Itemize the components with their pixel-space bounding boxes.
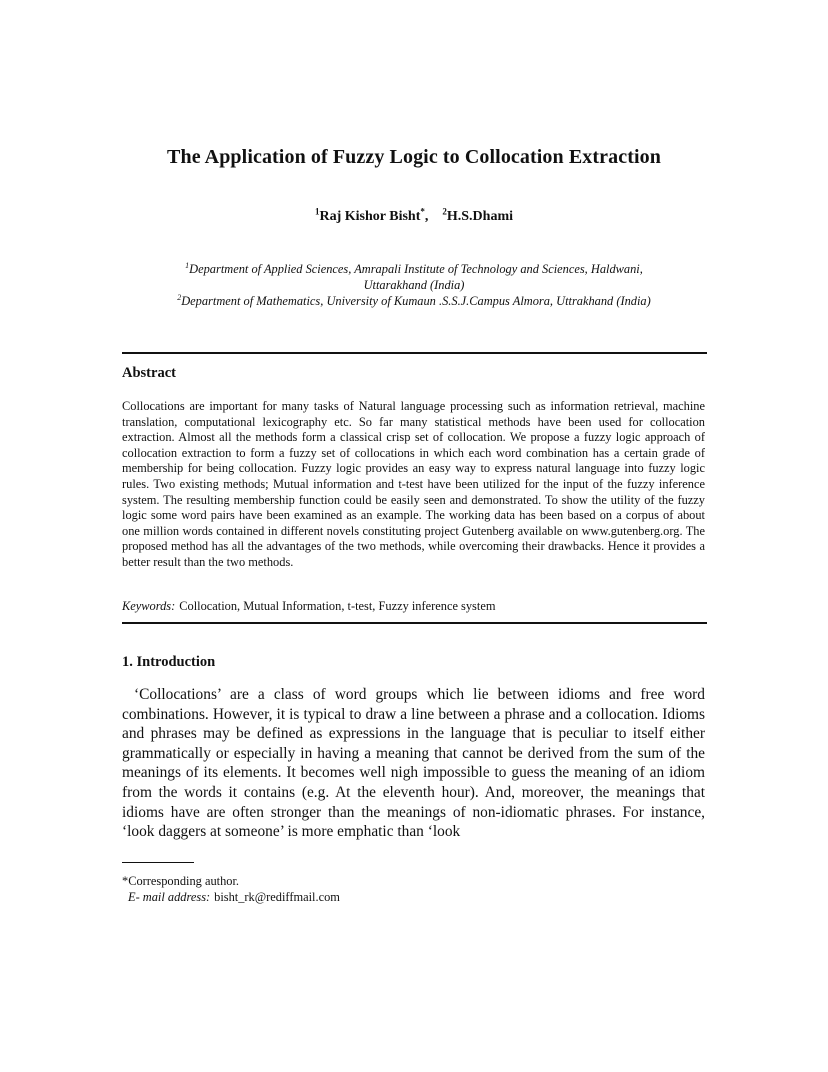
paper-title: The Application of Fuzzy Logic to Collocation Extraction bbox=[167, 146, 661, 168]
email-address: bisht_rk@rediffmail.com bbox=[214, 890, 340, 904]
introduction-paragraph: ‘Collocations’ are a class of word groups which lie between idioms and free word combinations. However, it is typical to draw a line between a phrase and a collocation. Idioms and phrases may be defined as expressions in the language that is peculiar to itself either grammatically or especially in having a meaning that cannot be derived from the sum of the meanings of its elements. It becomes well nigh impossible to guess the meaning of an idiom from the words it contains (e.g. At the eleventh hour). And, moreover, the meanings that idioms have are often stronger than the meanings of non-idiomatic phrases. For instance, ‘look daggers at someone’ is more emphatic than ‘look bbox=[122, 686, 705, 841]
author-2-marker: 2 bbox=[442, 206, 447, 216]
email-label: E- mail address: bbox=[128, 890, 211, 904]
abstract-heading: Abstract bbox=[122, 365, 176, 381]
abstract-text: Collocations are important for many tasks of Natural language processing such as information retrieval, machine translation, computational lexicography etc. So far many statistical methods have been used for collocation extraction. Almost all the methods form a classical crisp set of collocation. We propose a fuzzy logic approach of collocation extraction to form a fuzzy set of collocations in which each word combination has a certain grade of membership for being collocation. Fuzzy logic provides an easy way to express natural language into fuzzy logic rules. Two existing methods; Mutual information and t-test have been utilized for the input of the fuzzy inference system. The resulting membership function could be easily seen and demonstrated. To show the utility of the fuzzy logic some word pairs have been examined as an example. The working data has been based on a corpus of about one million words contained in different novels constituting project Gutenberg available on www.gutenberg.org. The proposed method has all the advantages of the two methods, while overcoming their drawbacks. Hence it provides a better result than the two methods. bbox=[122, 399, 705, 569]
affiliation-2-marker: 2 bbox=[177, 293, 182, 302]
keywords bbox=[122, 599, 495, 614]
affiliation-2 bbox=[0, 290, 828, 309]
abstract-bottom-rule bbox=[122, 622, 707, 624]
abstract-top-rule bbox=[122, 352, 707, 354]
corresponding-author-note: *Corresponding author. bbox=[122, 874, 240, 888]
affiliation-1-line-1 bbox=[0, 258, 828, 277]
keywords-label: Keywords: bbox=[122, 599, 176, 613]
author-separator: , bbox=[424, 208, 429, 224]
affiliation-1-text: Department of Applied Sciences, Amrapali Institute of Technology and Sciences, Haldwani, bbox=[189, 262, 643, 277]
introduction-text bbox=[122, 685, 705, 842]
footnote-rule bbox=[122, 862, 194, 863]
affiliation-1-line-2: Uttarakhand (India) bbox=[363, 278, 465, 293]
author-1-marker: 1 bbox=[315, 206, 320, 216]
affiliation-1-marker: 1 bbox=[185, 261, 190, 270]
affiliation-2-text: Department of Mathematics, University of Kumaun .S.S.J.Campus Almora, Uttrakhand (India) bbox=[181, 294, 651, 309]
author-1-name: Raj Kishor Bisht bbox=[319, 208, 421, 224]
author-2 bbox=[442, 206, 513, 224]
affiliation-1 bbox=[0, 258, 828, 293]
corresponding-author-marker: * bbox=[420, 206, 425, 216]
author-list bbox=[0, 206, 828, 225]
keywords-text: Collocation, Mutual Information, t-test, Fuzzy inference system bbox=[179, 599, 496, 613]
introduction-heading: 1. Introduction bbox=[122, 654, 216, 670]
author-2-name: H.S.Dhami bbox=[446, 208, 513, 224]
author-1 bbox=[315, 206, 429, 224]
email-footnote bbox=[128, 890, 340, 905]
